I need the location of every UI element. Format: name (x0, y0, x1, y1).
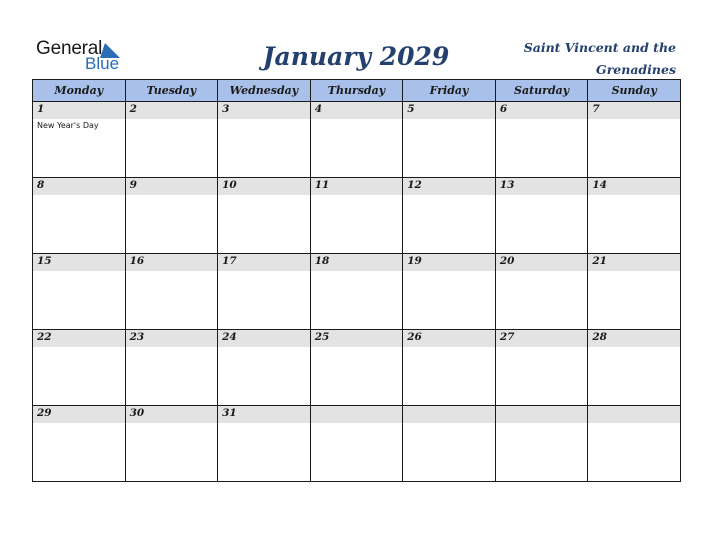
day-number-bar (126, 102, 218, 119)
day-cell (588, 254, 681, 330)
day-cell (310, 406, 403, 482)
day-number: 14 (592, 179, 607, 191)
weekday-header: Monday (33, 80, 126, 102)
day-cell (495, 178, 588, 254)
day-number: 27 (499, 331, 515, 343)
day-cell (218, 254, 311, 330)
day-number: 11 (314, 179, 330, 191)
day-number-bar (218, 178, 310, 195)
day-number-bar (588, 406, 680, 423)
day-number: 4 (314, 103, 322, 115)
holiday-label: New Year's Day (37, 121, 99, 130)
day-cell (33, 406, 126, 482)
day-number-bar (126, 178, 218, 195)
day-cell (33, 178, 126, 254)
day-cell (495, 330, 588, 406)
day-number-bar (403, 254, 495, 271)
day-number: 7 (592, 103, 600, 115)
day-number: 12 (407, 179, 422, 191)
day-number-bar (33, 330, 125, 347)
day-number: 20 (499, 255, 515, 267)
day-number-bar (588, 330, 680, 347)
calendar-grid (32, 79, 681, 482)
day-cell (218, 102, 311, 178)
day-number: 9 (129, 179, 137, 191)
day-number: 8 (37, 179, 45, 191)
day-number-bar (588, 254, 680, 271)
day-number: 26 (407, 331, 422, 343)
day-number-bar (403, 330, 495, 347)
day-number-bar (311, 330, 403, 347)
logo-blue-text: Blue (85, 54, 120, 73)
weekday-header: Friday (403, 80, 496, 102)
day-cell (125, 330, 218, 406)
week-row (33, 178, 681, 254)
week-row (33, 254, 681, 330)
day-cell (588, 178, 681, 254)
day-number-bar (311, 254, 403, 271)
day-number-bar (403, 178, 495, 195)
day-cell (310, 330, 403, 406)
country-name: Saint Vincent and the Grenadines (523, 40, 676, 77)
day-number: 30 (129, 407, 145, 419)
day-cell (403, 406, 496, 482)
day-number-bar (218, 254, 310, 271)
day-cell (403, 254, 496, 330)
day-number-bar (496, 330, 588, 347)
day-number: 21 (592, 255, 607, 267)
day-cell (125, 178, 218, 254)
day-cell (403, 102, 496, 178)
day-cell (125, 102, 218, 178)
weekday-header: Sunday (588, 80, 681, 102)
day-number: 5 (407, 103, 415, 115)
day-number: 23 (129, 331, 145, 343)
weekday-header: Saturday (495, 80, 588, 102)
week-row (33, 330, 681, 406)
day-number-bar (311, 406, 403, 423)
day-number-bar (33, 406, 125, 423)
week-row (33, 102, 681, 178)
day-cell (495, 254, 588, 330)
day-number: 6 (499, 103, 508, 115)
day-number: 3 (222, 103, 230, 115)
day-number: 19 (407, 255, 422, 267)
day-number-bar (126, 330, 218, 347)
day-number: 15 (37, 255, 52, 267)
day-cell (310, 102, 403, 178)
day-number: 2 (129, 103, 137, 115)
day-cell (310, 178, 403, 254)
day-cell (495, 406, 588, 482)
day-cell (495, 102, 588, 178)
day-cell (218, 178, 311, 254)
day-number: 28 (592, 331, 607, 343)
day-number: 29 (37, 407, 52, 419)
day-number: 22 (37, 331, 52, 343)
page-title: January 2029 (262, 42, 450, 71)
weekday-header: Thursday (310, 80, 403, 102)
day-number-bar (311, 178, 403, 195)
day-cell (588, 102, 681, 178)
day-number-bar (403, 102, 495, 119)
day-cell (403, 178, 496, 254)
weekday-header: Tuesday (125, 80, 218, 102)
day-number-bar (126, 406, 218, 423)
day-number-bar (403, 406, 495, 423)
day-number: 31 (222, 407, 237, 419)
day-cell (33, 330, 126, 406)
week-row (33, 406, 681, 482)
day-cell (218, 330, 311, 406)
day-number: 24 (222, 331, 237, 343)
day-number-bar (588, 178, 680, 195)
day-number: 18 (314, 255, 330, 267)
day-cell (588, 330, 681, 406)
day-cell (33, 254, 126, 330)
day-number-bar (33, 102, 125, 119)
day-number-bar (311, 102, 403, 119)
weekday-header: Wednesday (218, 80, 311, 102)
weekday-header-row (33, 80, 681, 102)
calendar-body (33, 102, 681, 482)
day-number-bar (496, 178, 588, 195)
day-number-bar (33, 178, 125, 195)
day-number: 25 (314, 331, 330, 343)
day-number: 17 (222, 255, 237, 267)
day-number-bar (588, 102, 680, 119)
day-number: 13 (499, 179, 515, 191)
day-cell (310, 254, 403, 330)
day-cell (218, 406, 311, 482)
day-number-bar (496, 102, 588, 119)
day-cell (125, 254, 218, 330)
day-number-bar (126, 254, 218, 271)
day-cell (33, 102, 126, 178)
day-number-bar (496, 254, 588, 271)
day-number: 16 (129, 255, 145, 267)
day-cell (588, 406, 681, 482)
day-cell (125, 406, 218, 482)
day-number-bar (496, 406, 588, 423)
day-number-bar (218, 406, 310, 423)
day-number-bar (33, 254, 125, 271)
day-number-bar (218, 102, 310, 119)
logo-general-text: General (36, 38, 103, 59)
day-number-bar (218, 330, 310, 347)
day-number: 10 (222, 179, 237, 191)
day-number: 1 (37, 103, 45, 115)
day-cell (403, 330, 496, 406)
